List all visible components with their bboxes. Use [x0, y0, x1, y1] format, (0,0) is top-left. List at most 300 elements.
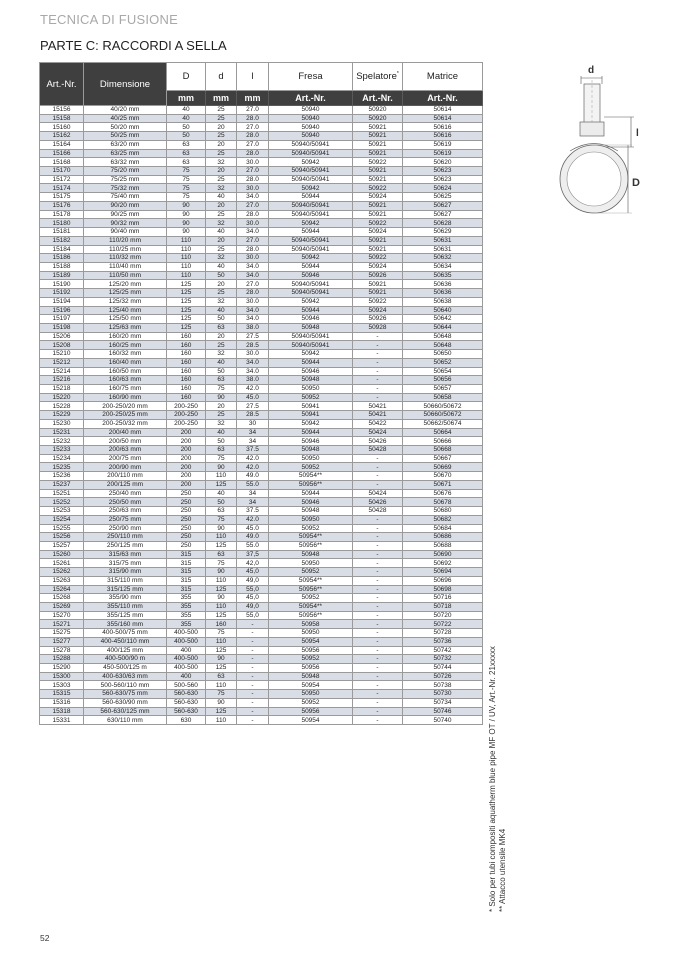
cell-fresa: 50940/50941 [269, 280, 353, 289]
cell-D: 50 [167, 132, 206, 141]
table-row [40, 149, 483, 158]
table-row [40, 106, 483, 115]
table-row [40, 463, 483, 472]
cell-dimensione: 250/50 mm [84, 498, 167, 507]
cell-matrice: 50667 [403, 454, 483, 463]
cell-d: 63 [206, 446, 237, 455]
cell-l: 38.0 [237, 376, 269, 385]
cell-art-nr: 15262 [40, 568, 84, 577]
cell-fresa: 50940/50941 [269, 236, 353, 245]
cell-l: - [237, 637, 269, 646]
cell-art-nr: 15269 [40, 602, 84, 611]
cell-matrice: 50640 [403, 306, 483, 315]
cell-dimensione: 125/63 mm [84, 323, 167, 332]
cell-dimensione: 63/20 mm [84, 140, 167, 149]
cell-dimensione: 110/32 mm [84, 254, 167, 263]
cell-l: - [237, 629, 269, 638]
cell-d: 25 [206, 114, 237, 123]
cell-art-nr: 15255 [40, 524, 84, 533]
cell-d: 25 [206, 411, 237, 420]
cell-fresa: 50944 [269, 306, 353, 315]
table-row [40, 646, 483, 655]
cell-dimensione: 125/40 mm [84, 306, 167, 315]
cell-d: 110 [206, 602, 237, 611]
cell-art-nr: 15212 [40, 358, 84, 367]
cell-matrice: 50732 [403, 655, 483, 664]
cell-spelatore: 50921 [353, 149, 403, 158]
cell-l: - [237, 655, 269, 664]
cell-matrice: 50690 [403, 550, 483, 559]
cell-fresa: 50942 [269, 219, 353, 228]
cell-D: 40 [167, 114, 206, 123]
cell-dimensione: 400-630/63 mm [84, 672, 167, 681]
cell-art-nr: 15318 [40, 707, 84, 716]
cell-dimensione: 400-500/75 mm [84, 629, 167, 638]
cell-dimensione: 200/125 mm [84, 480, 167, 489]
cell-art-nr: 15230 [40, 419, 84, 428]
table-row [40, 236, 483, 245]
cell-dimensione: 250/110 mm [84, 533, 167, 542]
cell-spelatore: - [353, 480, 403, 489]
cell-spelatore: 50921 [353, 167, 403, 176]
table-row [40, 210, 483, 219]
cell-matrice: 50682 [403, 515, 483, 524]
footnote-2: ** Attacco utensile MK4 [498, 828, 507, 912]
cell-art-nr: 15184 [40, 245, 84, 254]
cell-spelatore: 50924 [353, 306, 403, 315]
cell-fresa: 50954 [269, 681, 353, 690]
cell-matrice: 50736 [403, 637, 483, 646]
cell-dimensione: 40/20 mm [84, 106, 167, 115]
cell-dimensione: 125/20 mm [84, 280, 167, 289]
cell-l: - [237, 664, 269, 673]
table-row [40, 367, 483, 376]
cell-spelatore: 50921 [353, 132, 403, 141]
cell-spelatore: 50928 [353, 323, 403, 332]
cell-l: - [237, 672, 269, 681]
cell-l: 45,0 [237, 594, 269, 603]
cell-l: 27.0 [237, 236, 269, 245]
cell-art-nr: 15271 [40, 620, 84, 629]
cell-fresa: 50954** [269, 602, 353, 611]
cell-fresa: 50940/50941 [269, 289, 353, 298]
cell-spelatore: 50920 [353, 106, 403, 115]
cell-D: 160 [167, 393, 206, 402]
table-row [40, 184, 483, 193]
table-row [40, 358, 483, 367]
cell-l: - [237, 716, 269, 725]
cell-art-nr: 15228 [40, 402, 84, 411]
cell-spelatore: 50921 [353, 175, 403, 184]
label-l: l [636, 128, 639, 139]
cell-spelatore: 50922 [353, 254, 403, 263]
cell-l: 27.5 [237, 402, 269, 411]
table-row [40, 167, 483, 176]
col-header-dimensione: Dimensione [84, 63, 167, 106]
cell-art-nr: 15261 [40, 559, 84, 568]
cell-spelatore: - [353, 350, 403, 359]
cell-l: 27.0 [237, 123, 269, 132]
cell-spelatore: - [353, 332, 403, 341]
table-row [40, 446, 483, 455]
cell-fresa: 50940/50941 [269, 210, 353, 219]
cell-art-nr: 15194 [40, 297, 84, 306]
cell-matrice: 50614 [403, 106, 483, 115]
cell-D: 63 [167, 149, 206, 158]
cell-D: 200 [167, 463, 206, 472]
cell-d: 50 [206, 498, 237, 507]
cell-l: 55,0 [237, 585, 269, 594]
cell-art-nr: 15237 [40, 480, 84, 489]
cell-D: 200 [167, 454, 206, 463]
table-row [40, 280, 483, 289]
cell-dimensione: 125/32 mm [84, 297, 167, 306]
table-row [40, 655, 483, 664]
cell-art-nr: 15214 [40, 367, 84, 376]
unit-matrice: Art.-Nr. [403, 91, 483, 106]
cell-art-nr: 15166 [40, 149, 84, 158]
cell-l: 37,5 [237, 550, 269, 559]
cell-fresa: 50956** [269, 585, 353, 594]
cell-matrice: 50623 [403, 175, 483, 184]
table-row [40, 175, 483, 184]
cell-fresa: 50956 [269, 664, 353, 673]
cell-spelatore: - [353, 716, 403, 725]
cell-spelatore: - [353, 620, 403, 629]
cell-fresa: 50946 [269, 271, 353, 280]
cell-art-nr: 15164 [40, 140, 84, 149]
cell-dimensione: 50/25 mm [84, 132, 167, 141]
cell-fresa: 50940 [269, 123, 353, 132]
cell-D: 160 [167, 385, 206, 394]
cell-dimensione: 160/90 mm [84, 393, 167, 402]
cell-fresa: 50940/50941 [269, 201, 353, 210]
cell-art-nr: 15189 [40, 271, 84, 280]
table-row [40, 332, 483, 341]
cell-matrice: 50670 [403, 472, 483, 481]
cell-d: 25 [206, 210, 237, 219]
cell-matrice: 50648 [403, 332, 483, 341]
cell-fresa: 50954** [269, 472, 353, 481]
cell-D: 200 [167, 472, 206, 481]
cell-matrice: 50666 [403, 437, 483, 446]
cell-art-nr: 15231 [40, 428, 84, 437]
cell-matrice: 50627 [403, 210, 483, 219]
cell-fresa: 50940/50941 [269, 332, 353, 341]
cell-d: 50 [206, 437, 237, 446]
table-row [40, 385, 483, 394]
cell-l: - [237, 698, 269, 707]
footnote-1: * Solo per tubi compositi aquatherm blue pipe MF OT / UV, Art.-Nr. 21xxxxx [488, 646, 497, 912]
cell-l: 30.0 [237, 158, 269, 167]
cell-matrice: 50718 [403, 602, 483, 611]
cell-dimensione: 250/125 mm [84, 541, 167, 550]
cell-fresa: 50952 [269, 698, 353, 707]
cell-art-nr: 15257 [40, 541, 84, 550]
cell-fresa: 50956 [269, 707, 353, 716]
table-row [40, 541, 483, 550]
cell-fresa: 50954** [269, 576, 353, 585]
cell-D: 250 [167, 541, 206, 550]
cell-d: 110 [206, 681, 237, 690]
spelatore-label: Spelatore [356, 71, 397, 83]
cell-l: 30.0 [237, 254, 269, 263]
cell-D: 560-630 [167, 707, 206, 716]
cell-matrice: 50684 [403, 524, 483, 533]
cell-matrice: 50634 [403, 262, 483, 271]
cell-art-nr: 15175 [40, 193, 84, 202]
cell-dimensione: 355/125 mm [84, 611, 167, 620]
cell-fresa: 50940/50941 [269, 175, 353, 184]
table-row [40, 559, 483, 568]
cell-l: 28.0 [237, 289, 269, 298]
cell-fresa: 50948 [269, 550, 353, 559]
cell-matrice: 50660/50672 [403, 402, 483, 411]
table-row [40, 568, 483, 577]
table-row [40, 254, 483, 263]
cell-matrice: 50644 [403, 323, 483, 332]
cell-art-nr: 15188 [40, 262, 84, 271]
cell-d: 40 [206, 489, 237, 498]
cell-matrice: 50680 [403, 507, 483, 516]
cell-fresa: 50948 [269, 507, 353, 516]
cell-art-nr: 15234 [40, 454, 84, 463]
cell-matrice: 50692 [403, 559, 483, 568]
cell-matrice: 50668 [403, 446, 483, 455]
cell-art-nr: 15176 [40, 201, 84, 210]
cell-fresa: 50940/50941 [269, 140, 353, 149]
cell-l: 28.0 [237, 175, 269, 184]
cell-matrice: 50656 [403, 376, 483, 385]
cell-matrice: 50722 [403, 620, 483, 629]
cell-matrice: 50676 [403, 489, 483, 498]
fittings-table [39, 62, 482, 725]
table-row [40, 498, 483, 507]
cell-l: 27.0 [237, 106, 269, 115]
cell-fresa: 50946 [269, 315, 353, 324]
cell-matrice: 50746 [403, 707, 483, 716]
cell-matrice: 50686 [403, 533, 483, 542]
cell-art-nr: 15253 [40, 507, 84, 516]
cell-d: 40 [206, 306, 237, 315]
cell-dimensione: 250/40 mm [84, 489, 167, 498]
cell-D: 160 [167, 376, 206, 385]
cell-art-nr: 15236 [40, 472, 84, 481]
cell-art-nr: 15168 [40, 158, 84, 167]
cell-fresa: 50952 [269, 524, 353, 533]
table-row [40, 140, 483, 149]
cell-matrice: 50730 [403, 690, 483, 699]
saddle-fitting-diagram [540, 62, 650, 232]
cell-fresa: 50942 [269, 297, 353, 306]
cell-d: 110 [206, 533, 237, 542]
cell-spelatore: 50922 [353, 297, 403, 306]
cell-matrice: 50728 [403, 629, 483, 638]
cell-dimensione: 315/125 mm [84, 585, 167, 594]
unit-d: mm [206, 91, 237, 106]
unit-D: mm [167, 91, 206, 106]
cell-l: 45.0 [237, 393, 269, 402]
table-row [40, 297, 483, 306]
cell-l: 55.0 [237, 541, 269, 550]
cell-d: 75 [206, 559, 237, 568]
cell-d: 63 [206, 323, 237, 332]
cell-spelatore: - [353, 690, 403, 699]
cell-art-nr: 15192 [40, 289, 84, 298]
cell-matrice: 50642 [403, 315, 483, 324]
cell-dimensione: 450-500/125 m [84, 664, 167, 673]
cell-D: 110 [167, 271, 206, 280]
cell-spelatore: 50921 [353, 289, 403, 298]
cell-matrice: 50664 [403, 428, 483, 437]
cell-spelatore: - [353, 655, 403, 664]
cell-art-nr: 15182 [40, 236, 84, 245]
table-row [40, 402, 483, 411]
cell-D: 50 [167, 123, 206, 132]
cell-D: 400-500 [167, 637, 206, 646]
cell-D: 110 [167, 245, 206, 254]
cell-fresa: 50940 [269, 114, 353, 123]
cell-dimensione: 500-560/110 mm [84, 681, 167, 690]
table-row [40, 611, 483, 620]
table-row [40, 376, 483, 385]
cell-art-nr: 15277 [40, 637, 84, 646]
cell-d: 50 [206, 315, 237, 324]
cell-D: 110 [167, 236, 206, 245]
cell-fresa: 50944 [269, 228, 353, 237]
cell-l: 30 [237, 419, 269, 428]
cell-matrice: 50636 [403, 289, 483, 298]
table-row [40, 262, 483, 271]
cell-spelatore: 50421 [353, 411, 403, 420]
cell-l: 42.0 [237, 463, 269, 472]
cell-d: 20 [206, 236, 237, 245]
cell-dimensione: 160/25 mm [84, 341, 167, 350]
cell-matrice: 50652 [403, 358, 483, 367]
cell-fresa: 50944 [269, 262, 353, 271]
cell-spelatore: 50921 [353, 280, 403, 289]
table-row [40, 315, 483, 324]
cell-fresa: 50952 [269, 463, 353, 472]
fitting-spigot [580, 80, 604, 136]
cell-matrice: 50631 [403, 236, 483, 245]
cell-art-nr: 15218 [40, 385, 84, 394]
unit-l: mm [237, 91, 269, 106]
col-header-spelatore [353, 63, 403, 91]
cell-spelatore: 50922 [353, 158, 403, 167]
cell-l: 34 [237, 498, 269, 507]
spelatore-footnote-marker: * [396, 70, 399, 77]
unit-spelatore: Art.-Nr. [353, 91, 403, 106]
cell-spelatore: - [353, 585, 403, 594]
cell-dimensione: 90/32 mm [84, 219, 167, 228]
cell-matrice: 50616 [403, 132, 483, 141]
cell-l: 28.0 [237, 210, 269, 219]
cell-l: 38.0 [237, 323, 269, 332]
cell-matrice: 50632 [403, 254, 483, 263]
cell-d: 40 [206, 358, 237, 367]
cell-D: 560-630 [167, 690, 206, 699]
cell-D: 400 [167, 646, 206, 655]
cell-d: 32 [206, 419, 237, 428]
table-row [40, 201, 483, 210]
cell-art-nr: 15303 [40, 681, 84, 690]
cell-D: 200 [167, 480, 206, 489]
cell-art-nr: 15158 [40, 114, 84, 123]
dimension-l [604, 117, 639, 147]
cell-l: 34.0 [237, 193, 269, 202]
cell-art-nr: 15172 [40, 175, 84, 184]
cell-matrice: 50657 [403, 385, 483, 394]
cell-spelatore: 50426 [353, 437, 403, 446]
cell-art-nr: 15268 [40, 594, 84, 603]
table-row [40, 271, 483, 280]
cell-l: 30.0 [237, 184, 269, 193]
cell-D: 200-250 [167, 402, 206, 411]
cell-l: 45.0 [237, 524, 269, 533]
cell-D: 500-560 [167, 681, 206, 690]
cell-matrice: 50671 [403, 480, 483, 489]
cell-art-nr: 15331 [40, 716, 84, 725]
cell-D: 75 [167, 175, 206, 184]
col-header-fresa: Fresa [269, 63, 353, 91]
cell-spelatore: 50924 [353, 228, 403, 237]
table-row [40, 114, 483, 123]
cell-d: 63 [206, 550, 237, 559]
cell-l: 42.0 [237, 385, 269, 394]
cell-dimensione: 160/20 mm [84, 332, 167, 341]
cell-d: 75 [206, 454, 237, 463]
cell-l: 30.0 [237, 350, 269, 359]
cell-fresa: 50954 [269, 716, 353, 725]
cell-d: 32 [206, 219, 237, 228]
cell-spelatore: - [353, 568, 403, 577]
cell-fresa: 50944 [269, 489, 353, 498]
table-row [40, 123, 483, 132]
cell-D: 110 [167, 262, 206, 271]
cell-l: 28.0 [237, 114, 269, 123]
cell-spelatore: 50426 [353, 498, 403, 507]
cell-l: - [237, 646, 269, 655]
cell-matrice: 50638 [403, 297, 483, 306]
pipe-cross-section [560, 144, 628, 214]
table-row [40, 698, 483, 707]
cell-D: 40 [167, 106, 206, 115]
cell-spelatore: - [353, 550, 403, 559]
cell-l: 37.5 [237, 507, 269, 516]
cell-art-nr: 15235 [40, 463, 84, 472]
cell-D: 110 [167, 254, 206, 263]
col-header-art-nr: Art.-Nr. [40, 63, 84, 106]
cell-spelatore: 50921 [353, 236, 403, 245]
cell-d: 75 [206, 629, 237, 638]
cell-l: 34.0 [237, 228, 269, 237]
cell-art-nr: 15264 [40, 585, 84, 594]
cell-art-nr: 15251 [40, 489, 84, 498]
cell-d: 32 [206, 184, 237, 193]
cell-matrice: 50660/50672 [403, 411, 483, 420]
table-row [40, 228, 483, 237]
cell-spelatore: - [353, 393, 403, 402]
cell-art-nr: 15208 [40, 341, 84, 350]
table-row [40, 690, 483, 699]
cell-fresa: 50940/50941 [269, 167, 353, 176]
cell-dimensione: 200-250/32 mm [84, 419, 167, 428]
cell-dimensione: 560-630/75 mm [84, 690, 167, 699]
cell-spelatore: - [353, 376, 403, 385]
table-row [40, 620, 483, 629]
cell-matrice: 50740 [403, 716, 483, 725]
